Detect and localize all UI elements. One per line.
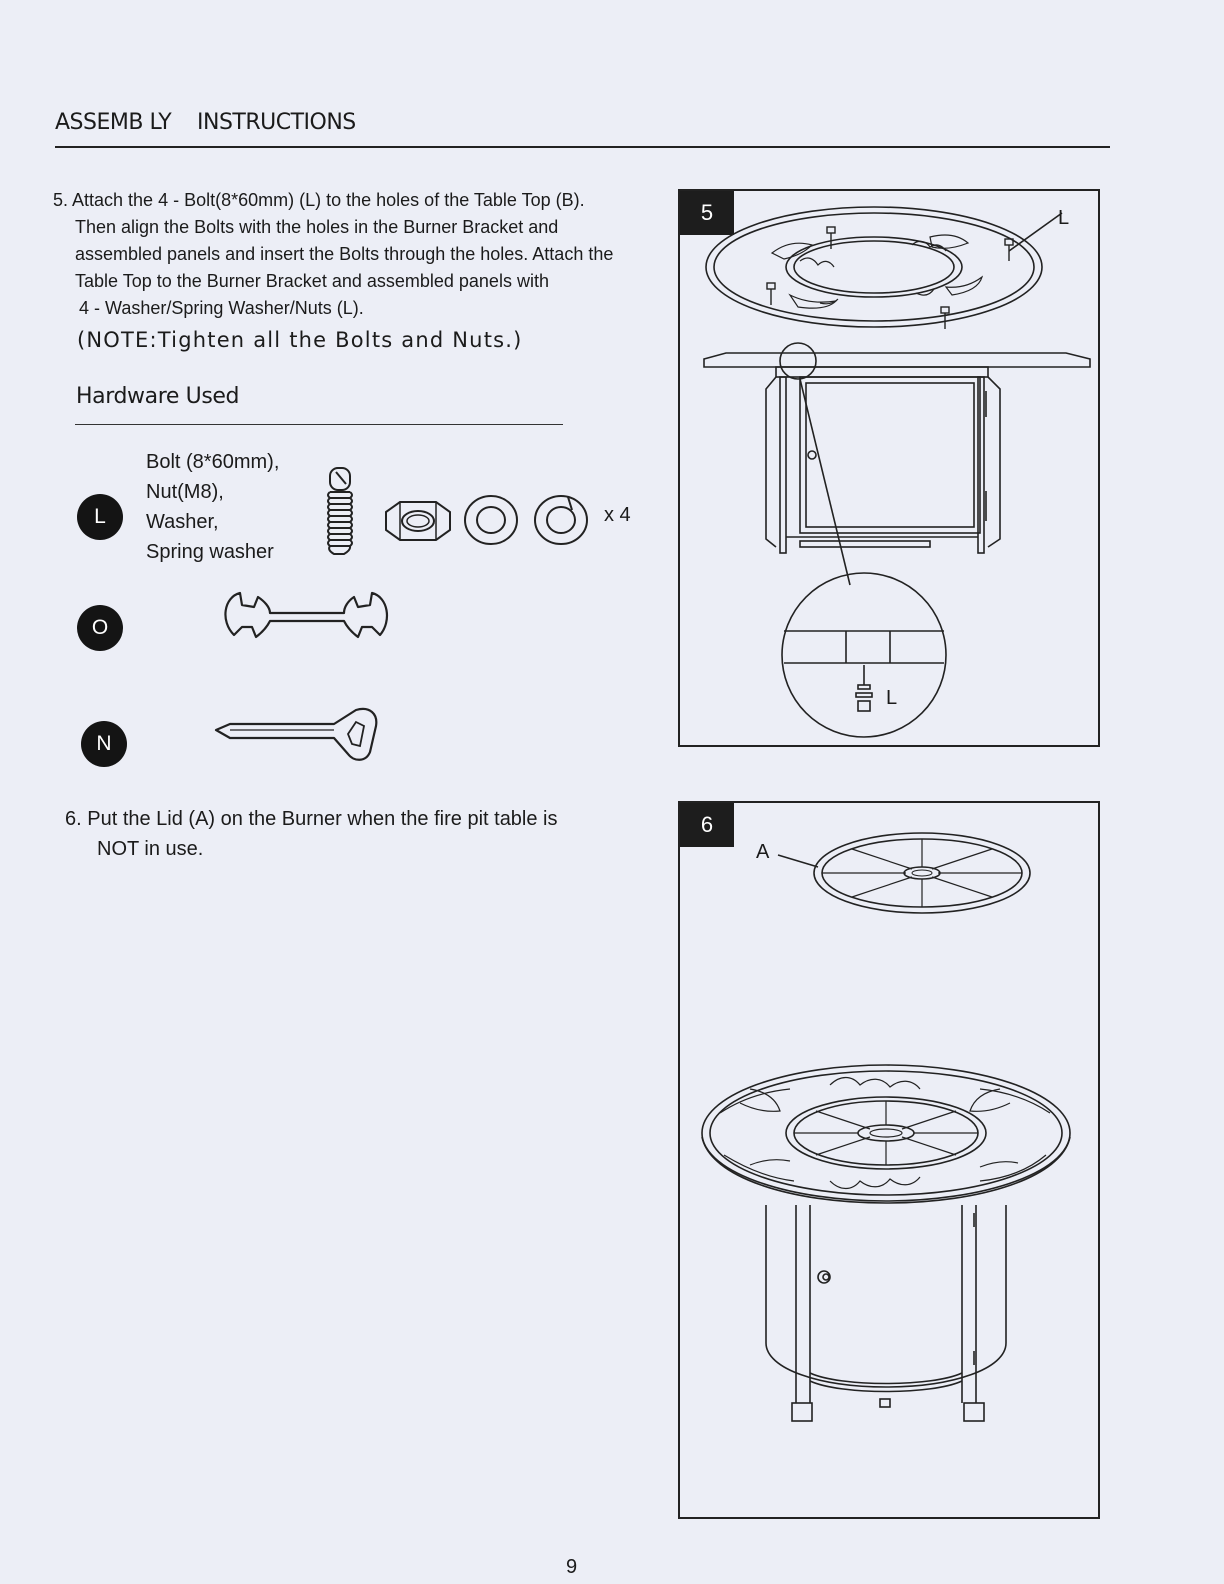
- badge-n: N: [81, 721, 127, 767]
- spring-washer-icon: [532, 494, 590, 546]
- hardware-quantity: x 4: [604, 504, 631, 526]
- header-title-part2: INSTRUCTIONS: [197, 110, 356, 135]
- step5-line-2: Then align the Bolts with the holes in the Burner Bracket and: [75, 217, 559, 237]
- hardware-l-labels: [146, 447, 279, 567]
- wrench-icon: [218, 585, 394, 649]
- hardware-used-title: Hardware Used: [76, 384, 240, 409]
- page-header: [55, 110, 1110, 148]
- figure-6-number: 6: [680, 803, 734, 847]
- figure-5-number: 5: [680, 191, 734, 235]
- hardware-label-bolt: Bolt (8*60mm),: [146, 451, 280, 473]
- washer-icon: [462, 494, 520, 546]
- hardware-label-washer: Washer,: [146, 511, 219, 533]
- figure-5-callout-l-top: L: [1058, 207, 1070, 229]
- header-title-part1: ASSEMB LY: [55, 110, 172, 135]
- hex-key-icon: [212, 704, 378, 764]
- figure-5: [678, 189, 1100, 747]
- nut-icon: [382, 498, 454, 544]
- tighten-note: (NOTE:Tighten all the Bolts and Nuts.): [77, 328, 523, 352]
- bolt-icon: [322, 466, 358, 560]
- figure-5-illustration: [680, 191, 1098, 745]
- figure-5-callout-l-detail: L: [886, 687, 898, 709]
- figure-6: [678, 801, 1100, 1519]
- step6-line-1: 6. Put the Lid (A) on the Burner when the fire pit table is: [65, 808, 558, 830]
- hardware-label-spring-washer: Spring washer: [146, 541, 274, 563]
- figure-6-illustration: [680, 803, 1098, 1517]
- step5-line-4: Table Top to the Burner Bracket and assembled panels with: [75, 271, 549, 291]
- step5-line-3: assembled panels and insert the Bolts through the holes. Attach the: [75, 244, 614, 264]
- badge-l: L: [77, 494, 123, 540]
- step6-line-2: NOT in use.: [97, 838, 204, 860]
- step5-line-5: 4 - Washer/Spring Washer/Nuts (L).: [79, 298, 364, 318]
- page-number: 9: [566, 1556, 578, 1578]
- hardware-label-nut: Nut(M8),: [146, 481, 224, 503]
- badge-o: O: [77, 605, 123, 651]
- step5-line-1: 5. Attach the 4 - Bolt(8*60mm) (L) to the holes of the Table Top (B).: [53, 190, 585, 210]
- hardware-divider: [75, 424, 563, 425]
- figure-6-callout-a: A: [756, 841, 770, 863]
